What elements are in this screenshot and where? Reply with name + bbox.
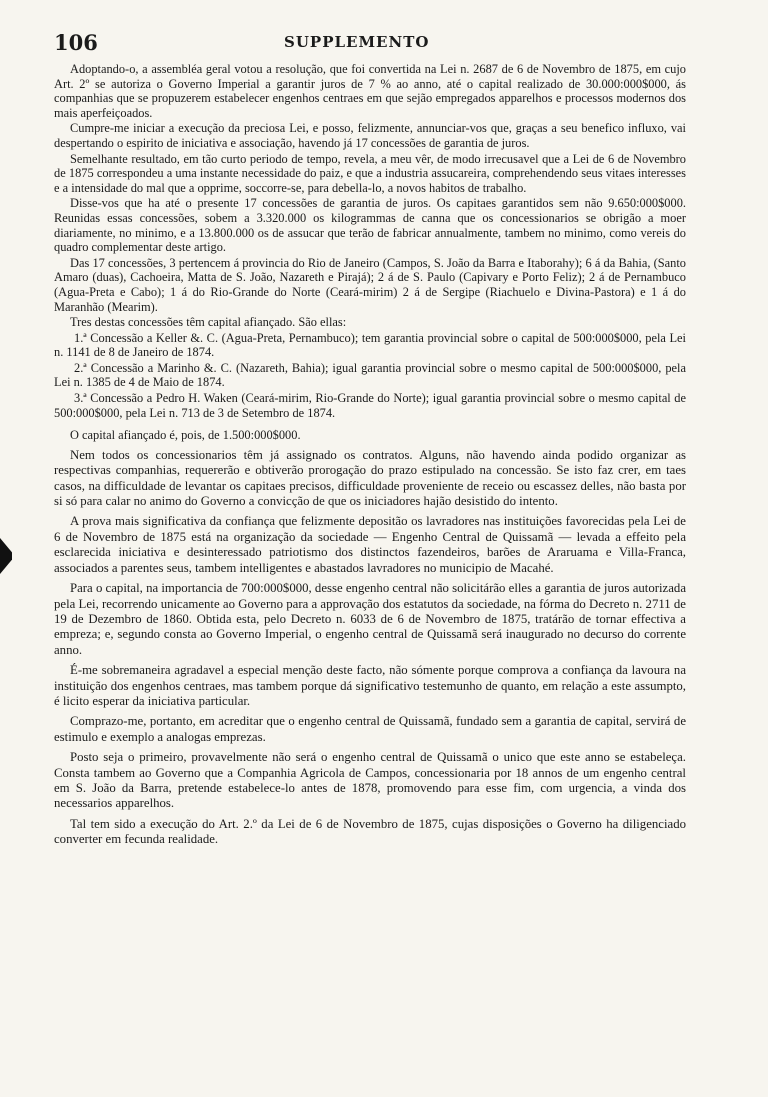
- paragraph: Adoptando-o, a assembléa geral votou a resolução, que foi convertida na Lei n. 2687 de 6 de Novembro de 1875, em cujo Art. 2º se autoriza o Governo Imperial a garantir juros de 7 % ao anno, até o capital realizado de 30.000:000$000, ás companhias que se propuzerem estabelecer engenhos centraes em que sejão empregados apparelhos e processos modernos dos mais aperfeiçoados.: [54, 62, 686, 120]
- paragraph: Semelhante resultado, em tão curto periodo de tempo, revela, a meu vêr, de modo irrecusavel que a Lei de 6 de Novembro de 1875 correspondeu a uma instante necessidade do paiz, e que a industria assucareira, comprehendendo seus vitaes interesses e a intensidade do mal que a opprime, soccorre-se, para debella-lo, a novos habitos de trabalho.: [54, 151, 686, 195]
- page-header: [54, 30, 686, 56]
- capital-line: O capital afiançado é, pois, de 1.500:000$000.: [70, 428, 301, 443]
- margin-mark: [0, 538, 12, 574]
- page-number: 106: [54, 30, 98, 55]
- paragraph: Para o capital, na importancia de 700:000$000, desse engenho central não solicitárão elles a garantia de juros autorizada pela Lei, recorrendo unicamente ao Governo para a approvação dos estatutos da sociedade, na fórma do Decreto n. 2711 de 19 de Dezembro de 1860. Obtida esta, pelo Decreto n. 6033 de 6 de Novembro de 1875, tratárão de tornar effectiva a empreza; e, segundo consta ao Governo Imperial, o engenho central de Quissamã será inaugurado no decurso do corrente anno.: [54, 581, 686, 657]
- lower-section: [54, 448, 686, 848]
- paragraph: Nem todos os concessionarios têm já assignado os contratos. Alguns, não havendo ainda podido organizar as respectivas companhias, requererão e obtiverão prorogação do prazo estipulado na concessão. Se isto faz crer, em taes casos, na difficuldade de levantar os capitaes precisos, difficuldade proveniente de receio ou escassez delles, não basta por si só para calar no animo do Governo a convicção de que os iniciadores hajão desistido do intento.: [54, 447, 686, 509]
- concession-item: 1.ª Concessão a Keller &. C. (Agua-Preta, Pernambuco); tem garantia provincial sobre o capital de 500:000$000, pela Lei n. 1141 de 8 de Janeiro de 1874.: [54, 330, 686, 360]
- paragraph: É-me sobremaneira agradavel a especial menção deste facto, não sómente porque comprova a confiança da lavoura na instituição dos engenhos centraes, mas tambem porque dá significativo testemunho de quanto, em relação a este assumpto, é licito esperar da iniciativa particular.: [54, 663, 686, 708]
- paragraph: Cumpre-me iniciar a execução da preciosa Lei, e posso, felizmente, annunciar-vos que, graças a seu benefico influxo, vai despertando o espirito de iniciativa e associação, havendo já 17 concessões de garantia de juros.: [54, 121, 686, 150]
- paragraph: Posto seja o primeiro, provavelmente não será o engenho central de Quissamã o unico que este anno se estabeleça. Consta tambem ao Governo que a Companhia Agricola de Campos, concessionaria por 18 annos de um engenho central em S. João da Barra, pretende estabelece-lo antes de 1878, promovendo para esse fim, com urgencia, a vinda dos necessarios apparelhos.: [54, 750, 686, 811]
- paragraph: Tal tem sido a execução do Art. 2.º da Lei de 6 de Novembro de 1875, cujas disposições o Governo ha diligenciado converter em fecunda realidade.: [54, 816, 686, 847]
- paragraph: Comprazo-me, portanto, em acreditar que o engenho central de Quissamã, fundado sem a garantia de capital, servirá de estimulo e exemplo a analogas emprezas.: [54, 714, 686, 744]
- concession-item: 2.ª Concessão a Marinho &. C. (Nazareth, Bahia); igual garantia provincial sobre o mesmo capital de 500:000$000, pela Lei n. 1385 de 4 de Maio de 1874.: [54, 360, 686, 390]
- paragraph: Disse-vos que ha até o presente 17 concessões de garantia de juros. Os capitaes garantidos sem não 9.650:000$000. Reunidas essas concessões, sobem a 3.320.000 os kilogrammas de canna que os concessionarios se obrigão a moer diariamente, no minimo, e a 13.800.000 os de assucar que terão de fabricar annualmente, tambem no minimo, como vereis do quadro complementar deste artigo.: [54, 196, 686, 255]
- running-title: SUPPLEMENTO: [284, 33, 430, 51]
- concession-item: 3.ª Concessão a Pedro H. Waken (Ceará-mirim, Rio-Grande do Norte); igual garantia provincial sobre o mesmo capital de 500:000$000, pela Lei n. 713 de 3 de Setembro de 1874.: [54, 391, 686, 420]
- paragraph: Das 17 concessões, 3 pertencem á provincia do Rio de Janeiro (Campos, S. João da Barra e Itaborahy); 6 á da Bahia, (Santo Amaro (duas), Cachoeira, Matta de S. João, Nazareth e Pirajá); 2 á de S. Paulo (Capivary e Porto Feliz); 2 á de Pernambuco (Agua-Preta e Cabo); 1 á do Rio-Grande do Norte (Ceará-mirim) 2 á de Sergipe (Riachuelo e Divina-Pastora) e 1 á do Maranhão (Mearim).: [54, 255, 686, 314]
- body-text: [54, 62, 686, 848]
- paragraph: Tres destas concessões têm capital afiançado. São ellas:: [70, 315, 347, 330]
- paragraph: A prova mais significativa da confiança que felizmente depositão os lavradores nas instituições favorecidas pela Lei de 6 de Novembro de 1875 está na organização da sociedade — Engenho Central de Quissamã — levada a effeito pela esclarecida iniciativa e desinteressado patriotismo dos distinctos fazendeiros, barões de Araruama e Villa-Franca, associados a parentes seus, tambem intelligentes e abastados lavradores no municipio de Macahé.: [54, 514, 686, 575]
